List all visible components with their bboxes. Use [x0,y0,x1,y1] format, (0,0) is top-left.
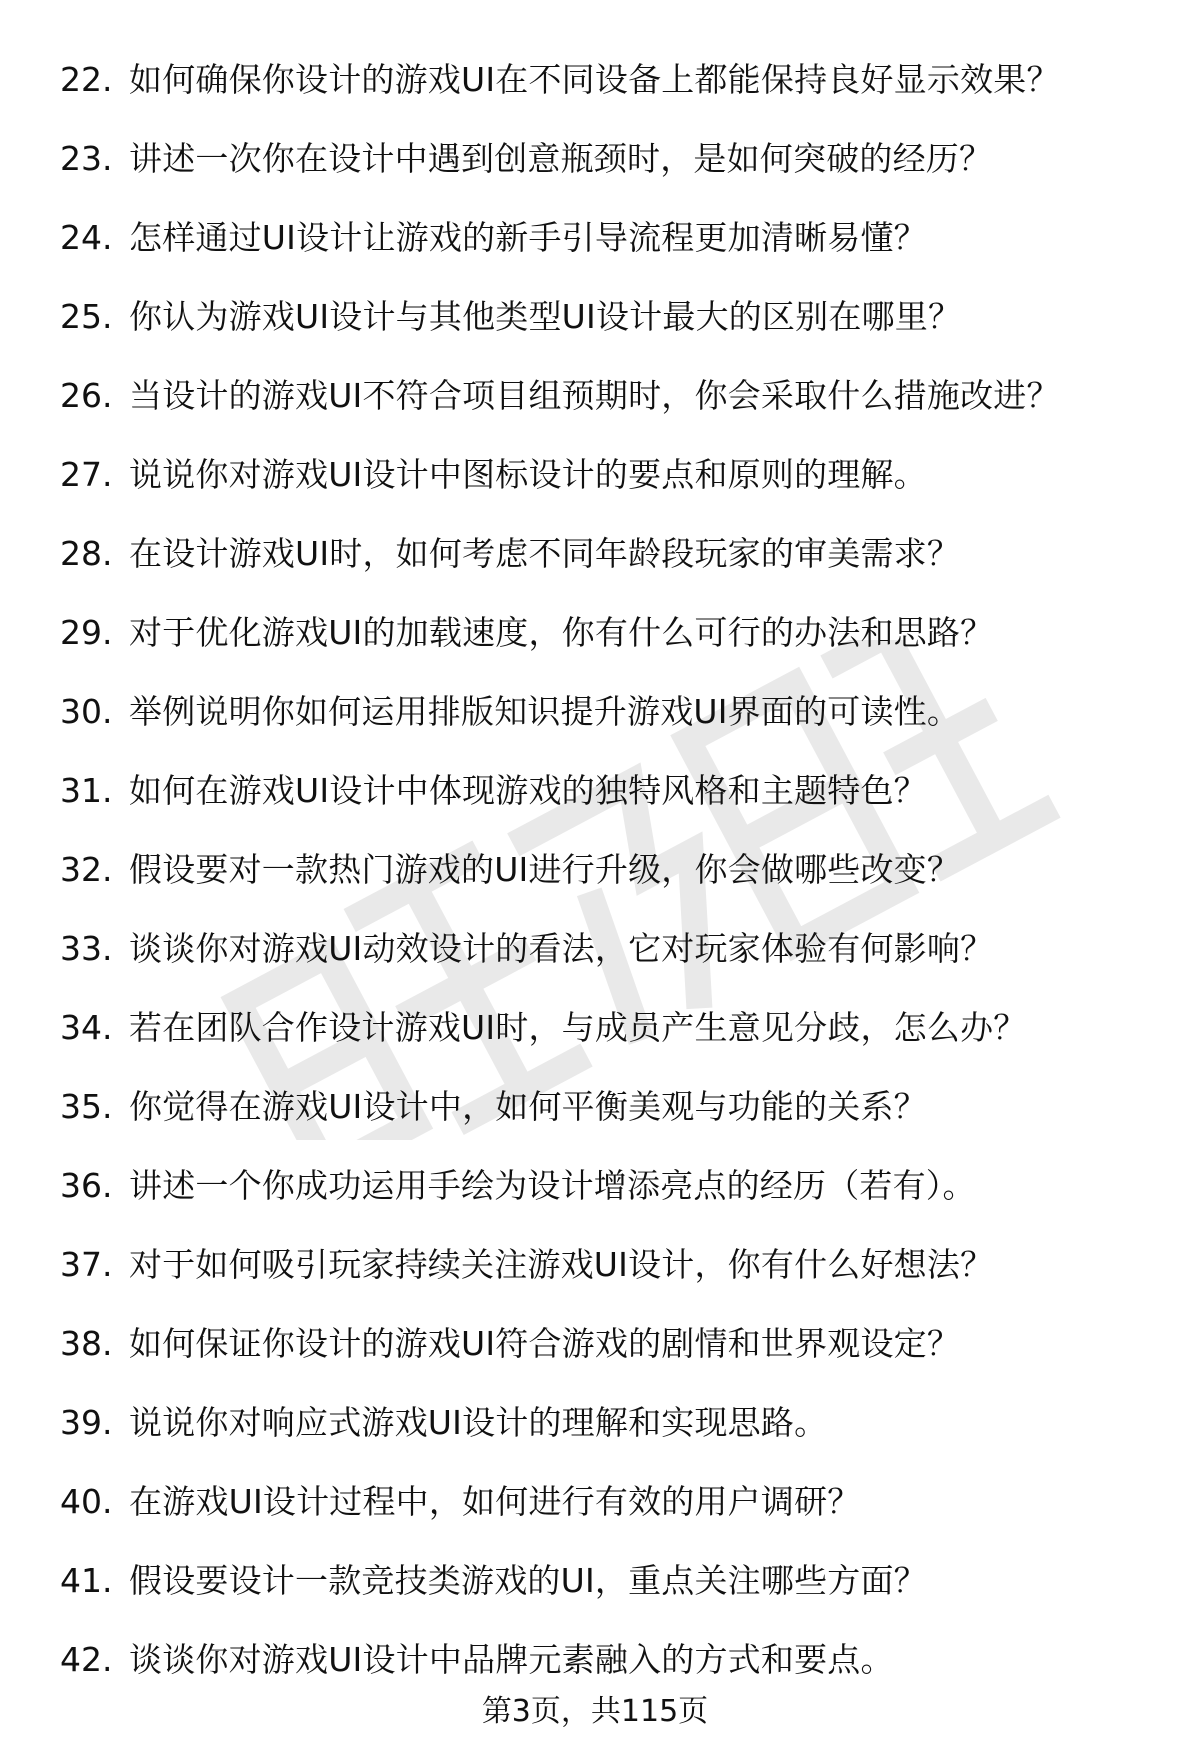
question-text: 你觉得在游戏UI设计中，如何平衡美观与功能的关系？ [129,1087,927,1126]
question-number: 22. [60,60,113,99]
question-item [0,1462,1190,1541]
question-text: 对于优化游戏UI的加载速度，你有什么可行的办法和思路？ [129,613,994,652]
question-text: 假设要对一款热门游戏的UI进行升级，你会做哪些改变？ [129,850,961,889]
question-number: 35. [60,1087,113,1126]
question-number: 33. [60,929,113,968]
question-text: 如何在游戏UI设计中体现游戏的独特风格和主题特色？ [129,771,927,810]
question-text: 对于如何吸引玩家持续关注游戏UI设计，你有什么好想法？ [129,1245,994,1284]
question-item [0,751,1190,830]
question-item [0,435,1190,514]
question-item [0,1620,1190,1699]
question-item [0,1225,1190,1304]
question-text: 谈谈你对游戏UI设计中品牌元素融入的方式和要点。 [129,1640,894,1679]
question-number: 42. [60,1640,113,1679]
question-number: 40. [60,1482,113,1521]
question-number: 31. [60,771,113,810]
question-number: 25. [60,297,113,336]
question-text: 在设计游戏UI时，如何考虑不同年龄段玩家的审美需求？ [129,534,961,573]
question-list [0,40,1190,1699]
question-number: 23. [60,139,113,178]
question-item [0,277,1190,356]
question-number: 29. [60,613,113,652]
question-item [0,119,1190,198]
question-text: 举例说明你如何运用排版知识提升游戏UI界面的可读性。 [129,692,961,731]
question-item [0,1146,1190,1225]
question-number: 24. [60,218,113,257]
question-text: 讲述一个你成功运用手绘为设计增添亮点的经历（若有）。 [129,1166,976,1205]
question-text: 怎样通过UI设计让游戏的新手引导流程更加清晰易懂？ [129,218,927,257]
question-text: 谈谈你对游戏UI动效设计的看法，它对玩家体验有何影响？ [129,929,994,968]
question-number: 27. [60,455,113,494]
question-text: 说说你对游戏UI设计中图标设计的要点和原则的理解。 [129,455,927,494]
question-number: 37. [60,1245,113,1284]
question-text: 你认为游戏UI设计与其他类型UI设计最大的区别在哪里？ [129,297,962,336]
question-number: 30. [60,692,113,731]
question-text: 如何保证你设计的游戏UI符合游戏的剧情和世界观设定？ [129,1324,961,1363]
question-item [0,672,1190,751]
question-item [0,1067,1190,1146]
question-item [0,1304,1190,1383]
question-item [0,593,1190,672]
question-number: 26. [60,376,113,415]
question-item [0,988,1190,1067]
question-item [0,1383,1190,1462]
question-item [0,1541,1190,1620]
question-item [0,909,1190,988]
question-number: 36. [60,1166,113,1205]
question-item [0,198,1190,277]
question-text: 在游戏UI设计过程中，如何进行有效的用户调研？ [129,1482,861,1521]
question-item [0,40,1190,119]
question-text: 假设要设计一款竞技类游戏的UI，重点关注哪些方面？ [129,1561,927,1600]
question-number: 39. [60,1403,113,1442]
question-text: 若在团队合作设计游戏UI时，与成员产生意见分歧，怎么办？ [129,1008,1027,1047]
question-item [0,356,1190,435]
question-text: 如何确保你设计的游戏UI在不同设备上都能保持良好显示效果？ [129,60,1060,99]
page-number-footer: 第3页，共115页 [481,1694,709,1729]
question-number: 34. [60,1008,113,1047]
question-number: 38. [60,1324,113,1363]
question-text: 讲述一次你在设计中遇到创意瓶颈时，是如何突破的经历？ [129,139,993,178]
question-number: 32. [60,850,113,889]
question-item [0,830,1190,909]
question-text: 当设计的游戏UI不符合项目组预期时，你会采取什么措施改进？ [129,376,1060,415]
question-item [0,514,1190,593]
question-number: 41. [60,1561,113,1600]
question-text: 说说你对响应式游戏UI设计的理解和实现思路。 [129,1403,828,1442]
question-number: 28. [60,534,113,573]
